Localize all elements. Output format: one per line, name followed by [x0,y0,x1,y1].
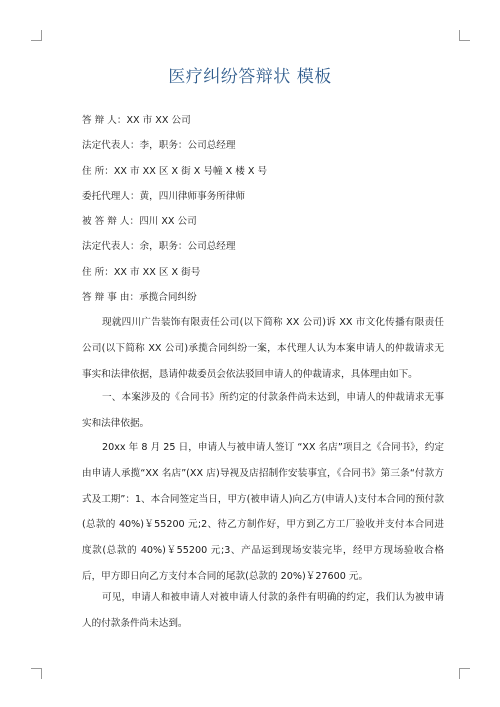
crop-mark-bottom-left [31,668,42,679]
paragraph-contract-terms: 20xx 年 8 月 25 日，申请人与被申请人签订 “XX 名店”项目之《合同书》，约定由申请人承揽“XX 名店”(XX 店)导视及店招制作安装事宜，《合同书》第三条“付款方式及工期”：1、本合同签定当日，甲方(被申请人)向乙方(申请人)支付本合同的预付款(总款的 40%)￥55200 元;2、待乙方制作好，甲方到乙方工厂验收并支付本合同进度款(总款的 40%)￥55200 元;3、产品运到现场安装完毕，经甲方现场验收合格后，甲方即日向乙方支付本合同的尾款(总款的 20%)￥27600 元。 [82,442,444,582]
crop-mark-top-left [31,30,42,41]
paragraph-intro: 现就四川广告装饰有限责任公司(以下简称 XX 公司)诉 XX 市文化传播有限责任公司(以下简称 XX 公司)承揽合同纠纷一案，本代理人认为本案申请人的仲裁请求无事实和法律依据，恳请仲裁委员会依法驳回申请人的仲裁请求，具体理由如下。 [82,317,444,380]
crop-mark-bottom-right [459,668,470,679]
party-claimant-legal-rep: 法定代表人：余，职务：公司总经理 [82,241,236,252]
party-agent: 委托代理人：黄，四川律师事务所律师 [82,191,246,202]
party-dispute-subject: 答 辩 事 由：承揽合同纠纷 [82,292,197,303]
crop-mark-top-right [459,30,470,41]
party-respondent-address: 住 所：XX 市 XX 区 X 街 X 号幢 X 楼 X 号 [82,166,268,177]
document-title: 医疗纠纷答辩状 模板 [168,67,332,87]
paragraph-conclusion: 可见，申请人和被申请人对被申请人付款的条件有明确的约定，我们认为被申请人的付款条件尚未达到。 [82,592,444,629]
paragraph-point-one: 一、本案涉及的《合同书》所约定的付款条件尚未达到，申请人的仲裁请求无事实和法律依据。 [82,392,444,429]
party-respondent: 答 辩 人：XX 市 XX 公司 [82,115,191,126]
party-claimant: 被 答 辩 人：四川 XX 公司 [82,216,197,227]
party-respondent-legal-rep: 法定代表人：李，职务：公司总经理 [82,140,236,151]
party-claimant-address: 住 所：XX 市 XX 区 X 街号 [82,267,201,278]
